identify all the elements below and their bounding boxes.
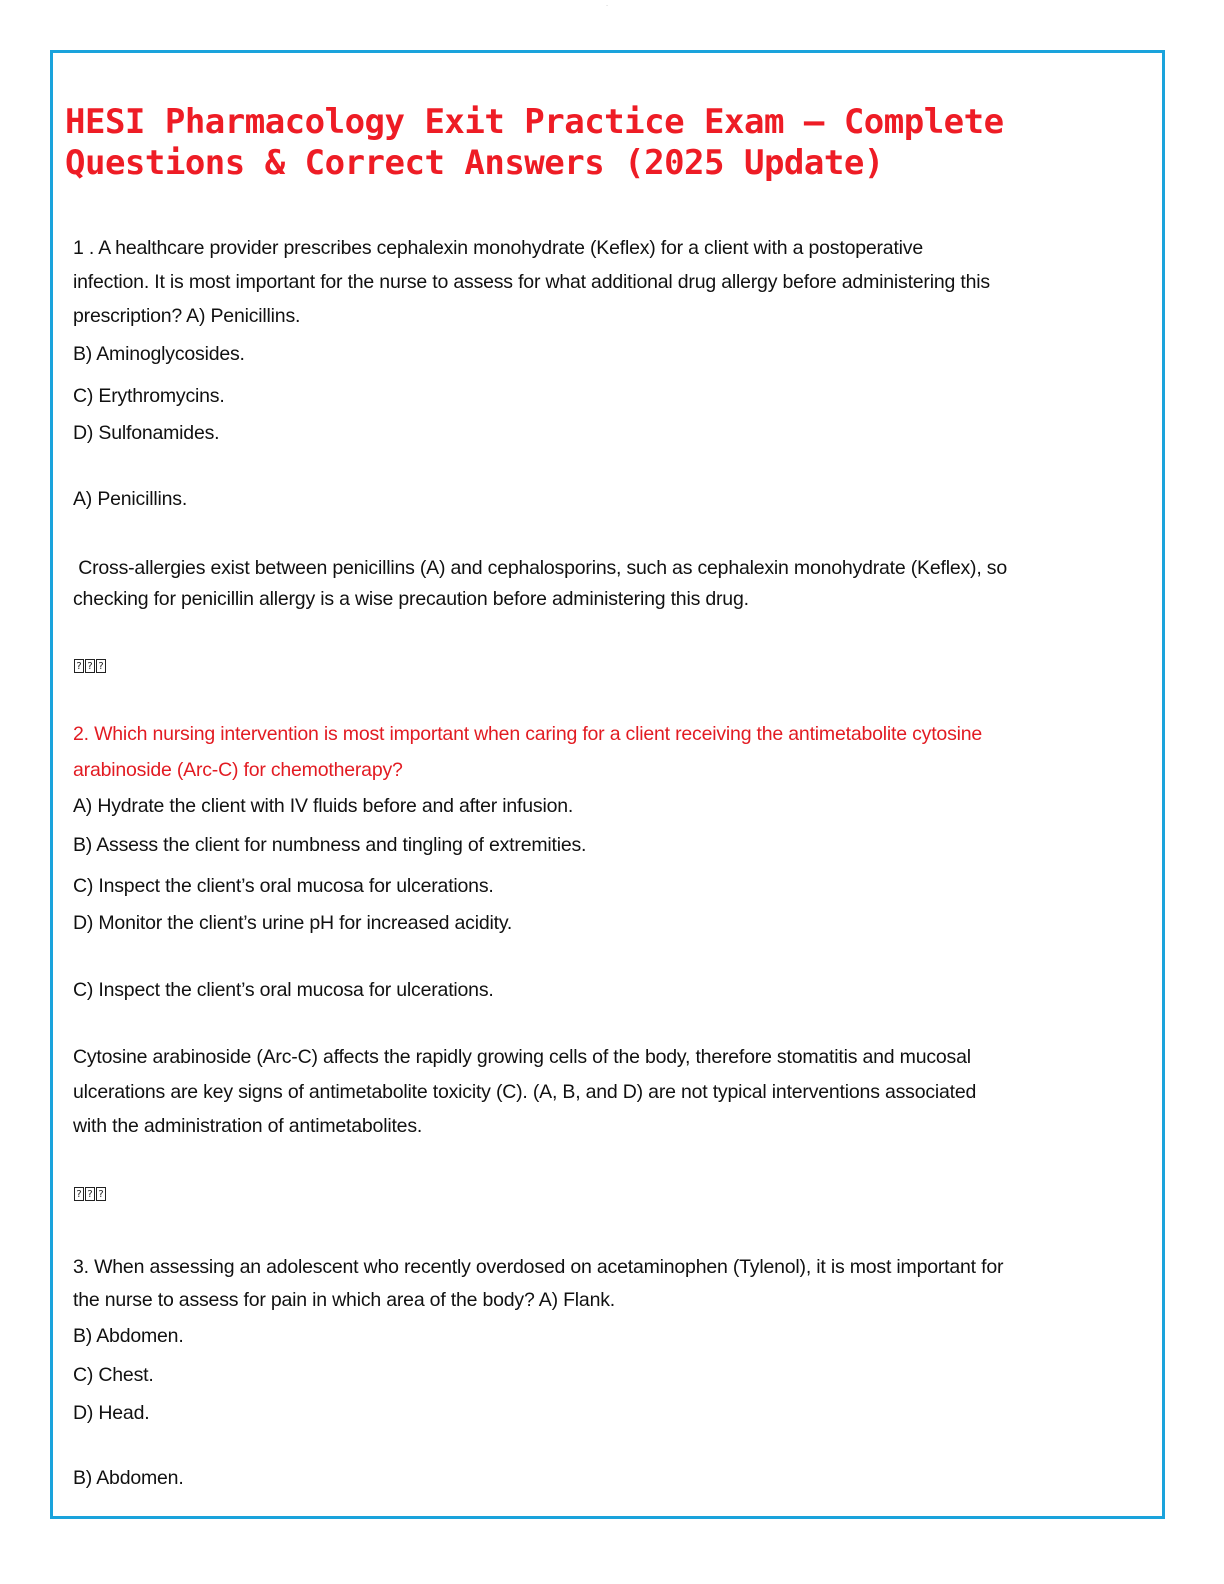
missing-glyph-icon: ? — [74, 1187, 84, 1201]
missing-glyph-icon: ? — [85, 659, 95, 673]
question-stem-line: 3. When assessing an adolescent who recently overdosed on acetaminophen (Tylenol), it is most important for — [73, 1256, 1004, 1278]
rationale-line: with the administration of antimetabolites. — [73, 1115, 423, 1137]
separator-missing-glyphs — [74, 1187, 106, 1201]
answer-option: B) Assess the client for numbness and tingling of extremities. — [73, 834, 587, 856]
rationale-line: Cross-allergies exist between penicillins (A) and cephalosporins, such as cephalexin monohydrate (Keflex), so — [73, 557, 1007, 579]
question-stem-line: infection. It is most important for the nurse to assess for what additional drug allergy before administering this — [73, 271, 990, 293]
document-title — [65, 102, 1145, 184]
correct-answer: B) Abdomen. — [73, 1467, 184, 1489]
answer-option: B) Aminoglycosides. — [73, 343, 245, 365]
question-stem-line: arabinoside (Arc-C) for chemotherapy? — [73, 759, 403, 781]
answer-option: D) Sulfonamides. — [73, 422, 220, 444]
missing-glyph-icon: ? — [85, 1187, 95, 1201]
answer-option: B) Abdomen. — [73, 1325, 184, 1347]
missing-glyph-icon: ? — [96, 659, 106, 673]
answer-option: C) Chest. — [73, 1364, 154, 1386]
rationale-line: ulcerations are key signs of antimetabolite toxicity (C). (A, B, and D) are not typical interventions associated — [73, 1081, 977, 1103]
answer-option: A) Hydrate the client with IV fluids before and after infusion. — [73, 795, 574, 817]
rationale-line: checking for penicillin allergy is a wise precaution before administering this drug. — [73, 588, 749, 610]
missing-glyph-icon: ? — [74, 659, 84, 673]
question-stem-line: 2. Which nursing intervention is most important when caring for a client receiving the antimetabolite cytosine — [73, 723, 983, 745]
rationale-line: Cytosine arabinoside (Arc-C) affects the rapidly growing cells of the body, therefore stomatitis and mucosal — [73, 1046, 971, 1068]
title-line-1: HESI Pharmacology Exit Practice Exam – Complete — [65, 102, 1004, 142]
correct-answer: C) Inspect the client’s oral mucosa for ulcerations. — [73, 979, 494, 1001]
answer-option: C) Erythromycins. — [73, 385, 225, 407]
answer-option: D) Head. — [73, 1402, 150, 1424]
title-line-2: Questions & Correct Answers (2025 Update) — [65, 143, 884, 183]
question-stem-line: prescription? A) Penicillins. — [73, 305, 301, 327]
missing-glyph-icon: ? — [96, 1187, 106, 1201]
answer-option: D) Monitor the client’s urine pH for increased acidity. — [73, 912, 513, 934]
separator-missing-glyphs — [74, 659, 106, 673]
correct-answer: A) Penicillins. — [73, 488, 188, 510]
question-stem-line: the nurse to assess for pain in which area of the body? A) Flank. — [73, 1289, 615, 1311]
question-stem-line: 1 . A healthcare provider prescribes cephalexin monohydrate (Keflex) for a client with a postoperative — [73, 237, 923, 259]
page-header-mark: ... — [605, 3, 609, 7]
answer-option: C) Inspect the client’s oral mucosa for ulcerations. — [73, 875, 494, 897]
